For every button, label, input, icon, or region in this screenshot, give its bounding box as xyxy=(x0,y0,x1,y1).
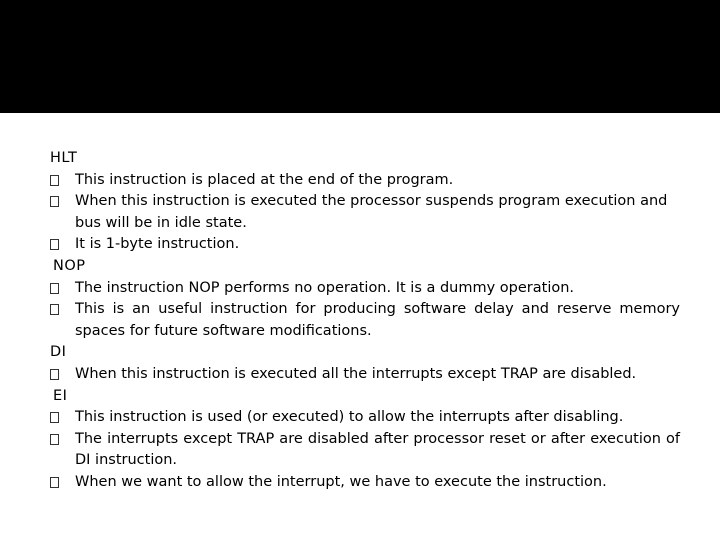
bullet-item xyxy=(50,170,680,192)
bullet-box-icon xyxy=(50,304,59,315)
bullet-text: The interrupts except TRAP are disabled after processor reset or after execution of DI instruction. xyxy=(75,430,680,469)
bullet-box-icon xyxy=(50,196,59,207)
bullet-item xyxy=(50,472,680,494)
bullet-text: It is 1-byte instruction. xyxy=(75,236,240,253)
bullet-text: This instruction is used (or executed) to allow the interrupts after disabling. xyxy=(75,409,624,426)
bullet-text: The instruction NOP performs no operation. It is a dummy operation. xyxy=(75,279,575,296)
section-heading-hlt: HLT xyxy=(50,150,78,166)
bullet-item xyxy=(50,429,680,472)
bullet-item xyxy=(50,407,680,429)
bullet-item xyxy=(50,234,680,256)
slide-title-bar xyxy=(0,0,720,113)
bullet-box-icon xyxy=(50,412,59,423)
slide-body xyxy=(50,148,680,494)
bullet-box-icon xyxy=(50,369,59,380)
section-heading-di: DI xyxy=(50,344,67,361)
bullet-box-icon xyxy=(50,477,59,488)
bullet-text: When this instruction is executed all the interrupts except TRAP are disabled. xyxy=(75,365,637,382)
bullet-text: This instruction is placed at the end of the program. xyxy=(75,171,454,188)
bullet-box-icon xyxy=(50,283,59,294)
bullet-item xyxy=(50,278,680,300)
bullet-text: This is an useful instruction for producing software delay and reserve memory spaces for future software modifications. xyxy=(75,301,680,339)
bullet-box-icon xyxy=(50,239,59,250)
bullet-text: When this instruction is executed the processor suspends program execution and bus will be in idle state. xyxy=(75,193,668,231)
bullet-box-icon xyxy=(50,434,59,445)
bullet-box-icon xyxy=(50,175,59,186)
bullet-item xyxy=(50,191,680,234)
bullet-item xyxy=(50,364,680,386)
bullet-item xyxy=(50,299,680,342)
section-heading-ei: EI xyxy=(53,387,68,404)
bullet-text: When we want to allow the interrupt, we have to execute the instruction. xyxy=(75,473,607,490)
section-heading-nop: NOP xyxy=(53,257,86,274)
